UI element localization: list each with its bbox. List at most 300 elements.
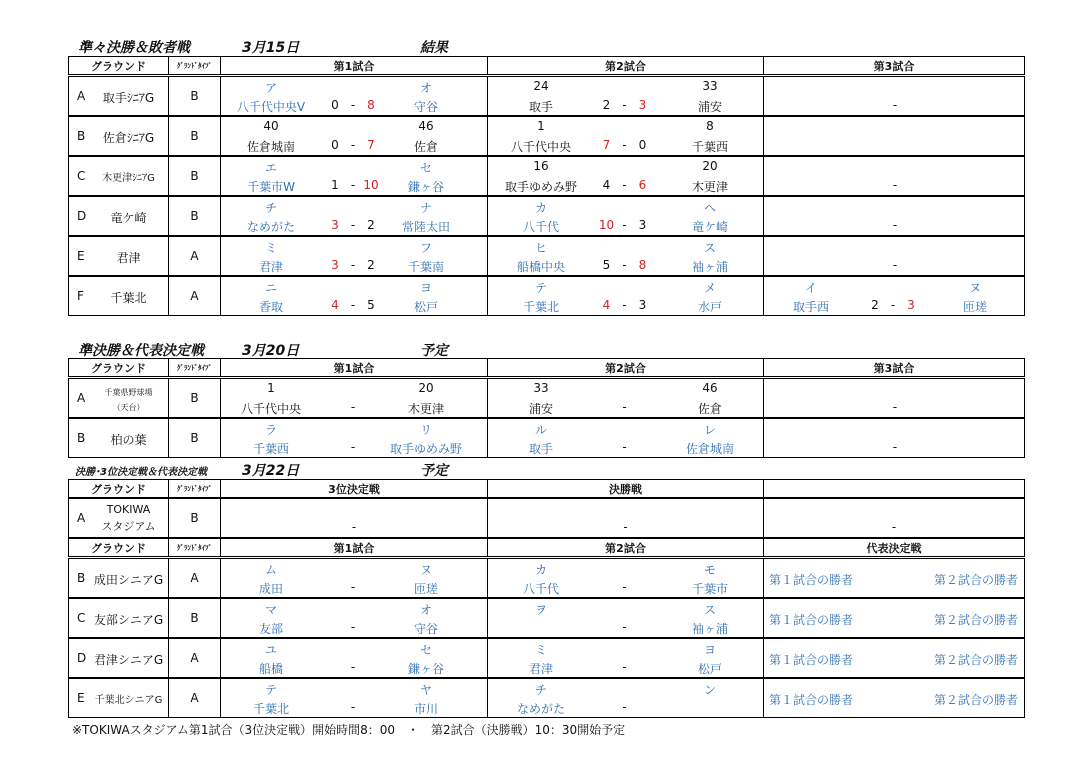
ground-name-line2: （天台） [112, 403, 145, 412]
winner-game2: 第２試合の勝者 [933, 613, 1019, 627]
team-name-b: 市川 [413, 702, 439, 716]
team-code-b: ヌ [968, 281, 982, 295]
team-name-a: 八千代中央 [510, 140, 572, 154]
team-name-a: 八千代 [522, 220, 560, 234]
score-a: 7 [602, 138, 611, 152]
ground-name: 柏の葉 [110, 433, 147, 447]
score-dash: - [622, 138, 627, 152]
table1-header [68, 56, 1025, 75]
table3-header [68, 479, 1025, 498]
section-status-quarterfinal: 結果 [420, 40, 448, 56]
match-row [68, 116, 1025, 156]
score-b: 10 [363, 178, 379, 192]
ground-type: B [190, 511, 199, 525]
team-name-a: 船橋中央 [516, 260, 566, 274]
ground-type: B [190, 611, 199, 625]
match-row [68, 678, 1025, 718]
winner-game1: 第１試合の勝者 [768, 653, 854, 667]
game-cell [763, 116, 1025, 156]
team-code-b: オ [419, 603, 433, 617]
team-code-a: 1 [537, 119, 545, 133]
dash: - [892, 98, 898, 112]
score-b: 3 [638, 98, 647, 112]
ground-type: A [190, 691, 199, 705]
ground-name: 友部シニアG [93, 613, 164, 627]
ground-cell [68, 76, 169, 116]
ground-type-cell [168, 498, 221, 538]
team-code-b: レ [703, 423, 717, 437]
game-cell [487, 196, 764, 236]
team-code-a: ユ [264, 643, 278, 657]
score-dash: - [350, 218, 356, 232]
ground-type-cell [168, 156, 221, 196]
score-b: 8 [367, 98, 375, 112]
ground-type: B [190, 391, 199, 405]
score-b: 2 [367, 258, 375, 272]
team-code-b: ナ [419, 201, 433, 215]
match-row [68, 276, 1025, 316]
ground-type-cell [168, 678, 221, 718]
score-dash: - [350, 700, 356, 714]
header-game3: 第3試合 [763, 358, 1025, 377]
score-b: 3 [638, 218, 647, 232]
ground-cell [68, 156, 169, 196]
team-name-b: 千葉南 [407, 260, 445, 274]
ground-name: 君津シニアG [93, 653, 164, 667]
game-cell [487, 558, 764, 598]
team-name-b: 佐倉 [413, 140, 439, 154]
ground-key: D [77, 651, 87, 665]
match-row [68, 498, 1025, 538]
score-b: 7 [367, 138, 375, 152]
ground-name-line1: TOKIWA [106, 503, 151, 516]
score-dash: - [350, 580, 356, 594]
dash: - [892, 440, 898, 454]
team-name-b: 匝瑳 [413, 582, 439, 596]
rep-cell [763, 638, 1025, 678]
section-status-semifinal: 予定 [420, 343, 448, 359]
winner-game1: 第１試合の勝者 [768, 693, 854, 707]
game-cell [220, 276, 488, 316]
team-code-a: テ [534, 281, 548, 295]
score-dash: - [350, 178, 356, 192]
team-name-b: 守谷 [413, 100, 439, 114]
team-name-b: 竜ケ崎 [691, 220, 729, 234]
score-a: 10 [598, 218, 615, 232]
winner-game2: 第２試合の勝者 [933, 573, 1019, 587]
ground-key: C [77, 611, 86, 625]
header-ground: グラウンド [68, 538, 169, 557]
team-name-b: 木更津 [407, 402, 445, 416]
game-cell [763, 418, 1025, 458]
score-dash: - [622, 258, 627, 272]
score-dash: - [622, 178, 627, 192]
ground-key: B [77, 129, 86, 143]
ground-cell [68, 418, 169, 458]
score-dash: - [622, 580, 627, 594]
score-dash: - [350, 400, 356, 414]
ground-cell [68, 378, 169, 418]
team-name-b: 浦安 [697, 100, 723, 114]
score-dash: - [350, 138, 356, 152]
section-date-semifinal: 3月20日 [242, 343, 300, 359]
match-row [68, 638, 1025, 678]
game-cell [487, 276, 764, 316]
team-code-b: セ [419, 643, 433, 657]
ground-name [91, 385, 166, 415]
team-name-b: 袖ヶ浦 [691, 260, 729, 274]
game-cell [220, 378, 488, 418]
ground-type-cell [168, 558, 221, 598]
ground-type: B [190, 89, 199, 103]
team-name-b: 守谷 [413, 622, 439, 636]
header-game3: 第3試合 [763, 56, 1025, 75]
team-code-b: メ [703, 281, 717, 295]
header-game1: 第1試合 [220, 358, 488, 377]
winner-game1: 第１試合の勝者 [768, 613, 854, 627]
team-name-a: なめがた [246, 220, 296, 234]
team-code-a: ル [534, 423, 548, 437]
score-dash: - [622, 298, 627, 312]
score-dash: - [622, 620, 627, 634]
ground-type: A [190, 249, 199, 263]
winner-game2: 第２試合の勝者 [933, 693, 1019, 707]
ground-type: A [190, 651, 199, 665]
ground-cell [68, 558, 169, 598]
ground-key: E [77, 691, 85, 705]
dash: - [892, 258, 898, 272]
ground-cell [68, 276, 169, 316]
team-code-b: 33 [702, 79, 718, 93]
header-rep: 代表決定戦 [763, 538, 1025, 557]
team-code-a: 24 [533, 79, 549, 93]
dash: - [891, 520, 897, 534]
team-code-b: 8 [706, 119, 714, 133]
ground-cell [68, 638, 169, 678]
game-cell [763, 276, 1025, 316]
team-code-b: 46 [418, 119, 434, 133]
team-code-b: ヤ [419, 683, 433, 697]
score-b: 8 [638, 258, 647, 272]
score-a: 2 [871, 298, 879, 312]
ground-type: B [190, 169, 199, 183]
game-cell [487, 156, 764, 196]
team-code-a: 33 [533, 381, 549, 395]
team-code-a: ム [264, 563, 278, 577]
score-dash: - [350, 440, 356, 454]
game-cell [220, 598, 488, 638]
team-code-b: ン [703, 683, 717, 697]
team-code-a: ア [264, 81, 278, 95]
ground-name: 竜ケ崎 [110, 211, 147, 225]
game-cell [220, 558, 488, 598]
team-code-b: ヨ [419, 281, 433, 295]
score-b: 0 [638, 138, 647, 152]
team-name-b: 水戸 [697, 300, 723, 314]
ground-type: A [190, 571, 199, 585]
team-name-b: 千葉西 [691, 140, 729, 154]
ground-type-cell [168, 378, 221, 418]
team-name-a: 八千代中央V [236, 100, 306, 114]
section-status-final: 予定 [420, 463, 448, 479]
header-blank [763, 479, 1025, 498]
team-code-b: 20 [418, 381, 434, 395]
section-title-quarterfinal: 準々決勝＆敗者戦 [78, 40, 190, 56]
game-cell [487, 638, 764, 678]
dash: - [892, 400, 898, 414]
team-name-a: 八千代 [522, 582, 560, 596]
score-dash: - [350, 620, 356, 634]
section-date-quarterfinal: 3月15日 [242, 40, 300, 56]
ground-type-cell [168, 76, 221, 116]
score-b: 3 [638, 298, 647, 312]
header-game2: 第2試合 [487, 56, 764, 75]
team-code-a: ニ [264, 281, 278, 295]
ground-type-cell [168, 598, 221, 638]
team-name-b: 鎌ヶ谷 [407, 662, 445, 676]
team-code-a: 1 [267, 381, 275, 395]
header-game2: 第2試合 [487, 358, 764, 377]
team-name-a: 千葉北 [252, 702, 290, 716]
header-final: 決勝戦 [487, 479, 764, 498]
winner-game2: 第２試合の勝者 [933, 653, 1019, 667]
table4-header [68, 538, 1025, 557]
team-code-b: 46 [702, 381, 718, 395]
rep-cell [763, 558, 1025, 598]
ground-type: B [190, 209, 199, 223]
team-name-b: 松戸 [413, 300, 439, 314]
team-code-b: リ [419, 423, 433, 437]
team-code-b: 20 [702, 159, 718, 173]
score-a: 3 [331, 218, 339, 232]
ground-cell [68, 678, 169, 718]
ground-cell [68, 498, 169, 538]
team-code-a: カ [534, 201, 548, 215]
team-name-a: 千葉西 [252, 442, 290, 456]
team-code-a: イ [804, 281, 818, 295]
ground-key: E [77, 249, 85, 263]
ground-key: A [77, 89, 86, 103]
ground-name: 佐倉ｼﾆｱG [102, 131, 155, 145]
ground-name-line1: 千葉県野球場 [104, 388, 153, 397]
score-dash: - [622, 660, 627, 674]
team-code-b: ヨ [703, 643, 717, 657]
team-code-b: ス [703, 603, 717, 617]
team-name-b: 常陸太田 [401, 220, 451, 234]
score-b: 6 [638, 178, 647, 192]
match-row [68, 196, 1025, 236]
score-a: 5 [602, 258, 611, 272]
ground-name [91, 501, 166, 535]
game-cell [220, 196, 488, 236]
game-cell [763, 378, 1025, 418]
team-code-a: ラ [264, 423, 278, 437]
team-code-a: ミ [534, 643, 548, 657]
team-name-b: 松戸 [697, 662, 723, 676]
header-game1: 第1試合 [220, 56, 488, 75]
header-ground-type: ｸﾞﾗﾝﾄﾞﾀｲﾌﾟ [168, 56, 221, 75]
score-a: 4 [602, 178, 611, 192]
game-cell [487, 678, 764, 718]
ground-key: C [77, 169, 86, 183]
match-row [68, 378, 1025, 418]
ground-cell [68, 196, 169, 236]
ground-type-cell [168, 116, 221, 156]
score-a: 1 [331, 178, 339, 192]
team-code-a: ヲ [534, 603, 548, 617]
header-game1: 第1試合 [220, 538, 488, 557]
team-code-a: ミ [264, 241, 278, 255]
ground-type-cell [168, 418, 221, 458]
ground-type: A [190, 289, 199, 303]
game-cell [763, 156, 1025, 196]
footnote: ※TOKIWAスタジアム第1試合（3位決定戦）開始時間8：00 ・ 第2試合（決勝戦）10：30開始予定 [72, 723, 626, 737]
score-dash: - [622, 400, 627, 414]
team-name-a: 佐倉城南 [246, 140, 296, 154]
game-cell [220, 236, 488, 276]
game-cell [487, 236, 764, 276]
rep-cell [763, 678, 1025, 718]
game-cell [487, 378, 764, 418]
ground-name: 千葉北 [110, 291, 147, 305]
section-date-final: 3月22日 [242, 463, 300, 479]
team-name-b: 佐倉 [697, 402, 723, 416]
ground-type-cell [168, 236, 221, 276]
score-a: 2 [602, 98, 611, 112]
team-name-a: 成田 [258, 582, 284, 596]
header-ground-type: ｸﾞﾗﾝﾄﾞﾀｲﾌﾟ [168, 538, 221, 557]
match-row [68, 418, 1025, 458]
ground-name: 君津 [116, 251, 141, 265]
team-name-b: 佐倉城南 [685, 442, 735, 456]
score-dash: - [622, 218, 627, 232]
header-ground-type: ｸﾞﾗﾝﾄﾞﾀｲﾌﾟ [168, 479, 221, 498]
team-name-a: 浦安 [528, 402, 554, 416]
dash: - [623, 520, 628, 534]
team-code-a: ヒ [534, 241, 548, 255]
team-code-b: オ [419, 81, 433, 95]
header-ground-type: ｸﾞﾗﾝﾄﾞﾀｲﾌﾟ [168, 358, 221, 377]
team-name-a: 取手西 [792, 300, 830, 314]
team-code-b: ヘ [703, 201, 717, 215]
match-row [68, 598, 1025, 638]
score-dash: - [622, 700, 627, 714]
section-title-semifinal: 準決勝＆代表決定戦 [78, 343, 204, 359]
score-dash: - [350, 258, 356, 272]
game-cell [487, 116, 764, 156]
ground-name: 取手ｼﾆｱG [102, 91, 155, 105]
game-cell [763, 76, 1025, 116]
score-dash: - [350, 98, 356, 112]
table2-header [68, 358, 1025, 377]
match-row [68, 76, 1025, 116]
header-ground: グラウンド [68, 358, 169, 377]
game-cell [220, 678, 488, 718]
game-cell [220, 638, 488, 678]
game-cell [220, 116, 488, 156]
ground-name: 千葉北シニアG [94, 695, 163, 706]
team-name-a: 船橋 [258, 662, 284, 676]
ground-cell [68, 598, 169, 638]
ground-key: B [77, 431, 86, 445]
game-cell [220, 498, 488, 538]
score-a: 0 [331, 138, 339, 152]
ground-type-cell [168, 196, 221, 236]
team-code-b: ス [703, 241, 717, 255]
team-code-a: テ [264, 683, 278, 697]
team-code-a: チ [264, 201, 278, 215]
section-title-final: 決勝･3位決定戦＆代表決定戦 [75, 467, 207, 478]
team-name-a: 取手 [528, 442, 554, 456]
team-code-a: マ [264, 603, 278, 617]
header-game2: 第2試合 [487, 538, 764, 557]
score-dash: - [890, 298, 896, 312]
score-b: 5 [367, 298, 375, 312]
game-cell [487, 498, 764, 538]
team-name-a: 千葉市W [247, 180, 295, 194]
ground-type-cell [168, 276, 221, 316]
team-code-b: セ [419, 161, 433, 175]
team-code-a: カ [534, 563, 548, 577]
match-row [68, 558, 1025, 598]
team-name-a: 香取 [258, 300, 284, 314]
game-cell [220, 76, 488, 116]
ground-type: B [190, 129, 199, 143]
header-ground: グラウンド [68, 56, 169, 75]
team-name-b: 匝瑳 [962, 300, 988, 314]
ground-name-line2: スタジアム [101, 520, 156, 533]
match-row [68, 156, 1025, 196]
ground-name: 成田シニアG [93, 573, 164, 587]
team-code-a: エ [264, 161, 278, 175]
team-name-a: なめがた [516, 702, 566, 716]
dash: - [351, 520, 357, 534]
ground-name: 木更津ｼﾆｱG [102, 173, 155, 184]
ground-cell [68, 236, 169, 276]
header-third-place: 3位決定戦 [220, 479, 488, 498]
score-b: 3 [907, 298, 915, 312]
game-cell [763, 196, 1025, 236]
team-name-b: 木更津 [691, 180, 729, 194]
team-name-b: 鎌ヶ谷 [407, 180, 445, 194]
score-b: 2 [367, 218, 375, 232]
team-code-b: モ [703, 563, 717, 577]
game-cell [763, 236, 1025, 276]
game-cell [487, 598, 764, 638]
team-code-a: 40 [263, 119, 279, 133]
team-code-a: チ [534, 683, 548, 697]
team-code-b: ヌ [419, 563, 433, 577]
game-cell [220, 418, 488, 458]
score-dash: - [622, 440, 627, 454]
team-name-b: 取手ゆめみ野 [389, 442, 463, 456]
ground-key: B [77, 571, 86, 585]
score-a: 0 [331, 98, 339, 112]
team-name-a: 千葉北 [522, 300, 560, 314]
team-name-a: 取手 [528, 100, 554, 114]
score-dash: - [622, 98, 627, 112]
game-cell [220, 156, 488, 196]
score-dash: - [350, 660, 356, 674]
ground-key: A [77, 511, 86, 525]
team-name-a: 取手ゆめみ野 [504, 180, 578, 194]
winner-game1: 第１試合の勝者 [768, 573, 854, 587]
team-name-a: 君津 [528, 662, 554, 676]
score-a: 3 [331, 258, 339, 272]
game-cell [763, 498, 1025, 538]
rep-cell [763, 598, 1025, 638]
ground-type: B [190, 431, 199, 445]
